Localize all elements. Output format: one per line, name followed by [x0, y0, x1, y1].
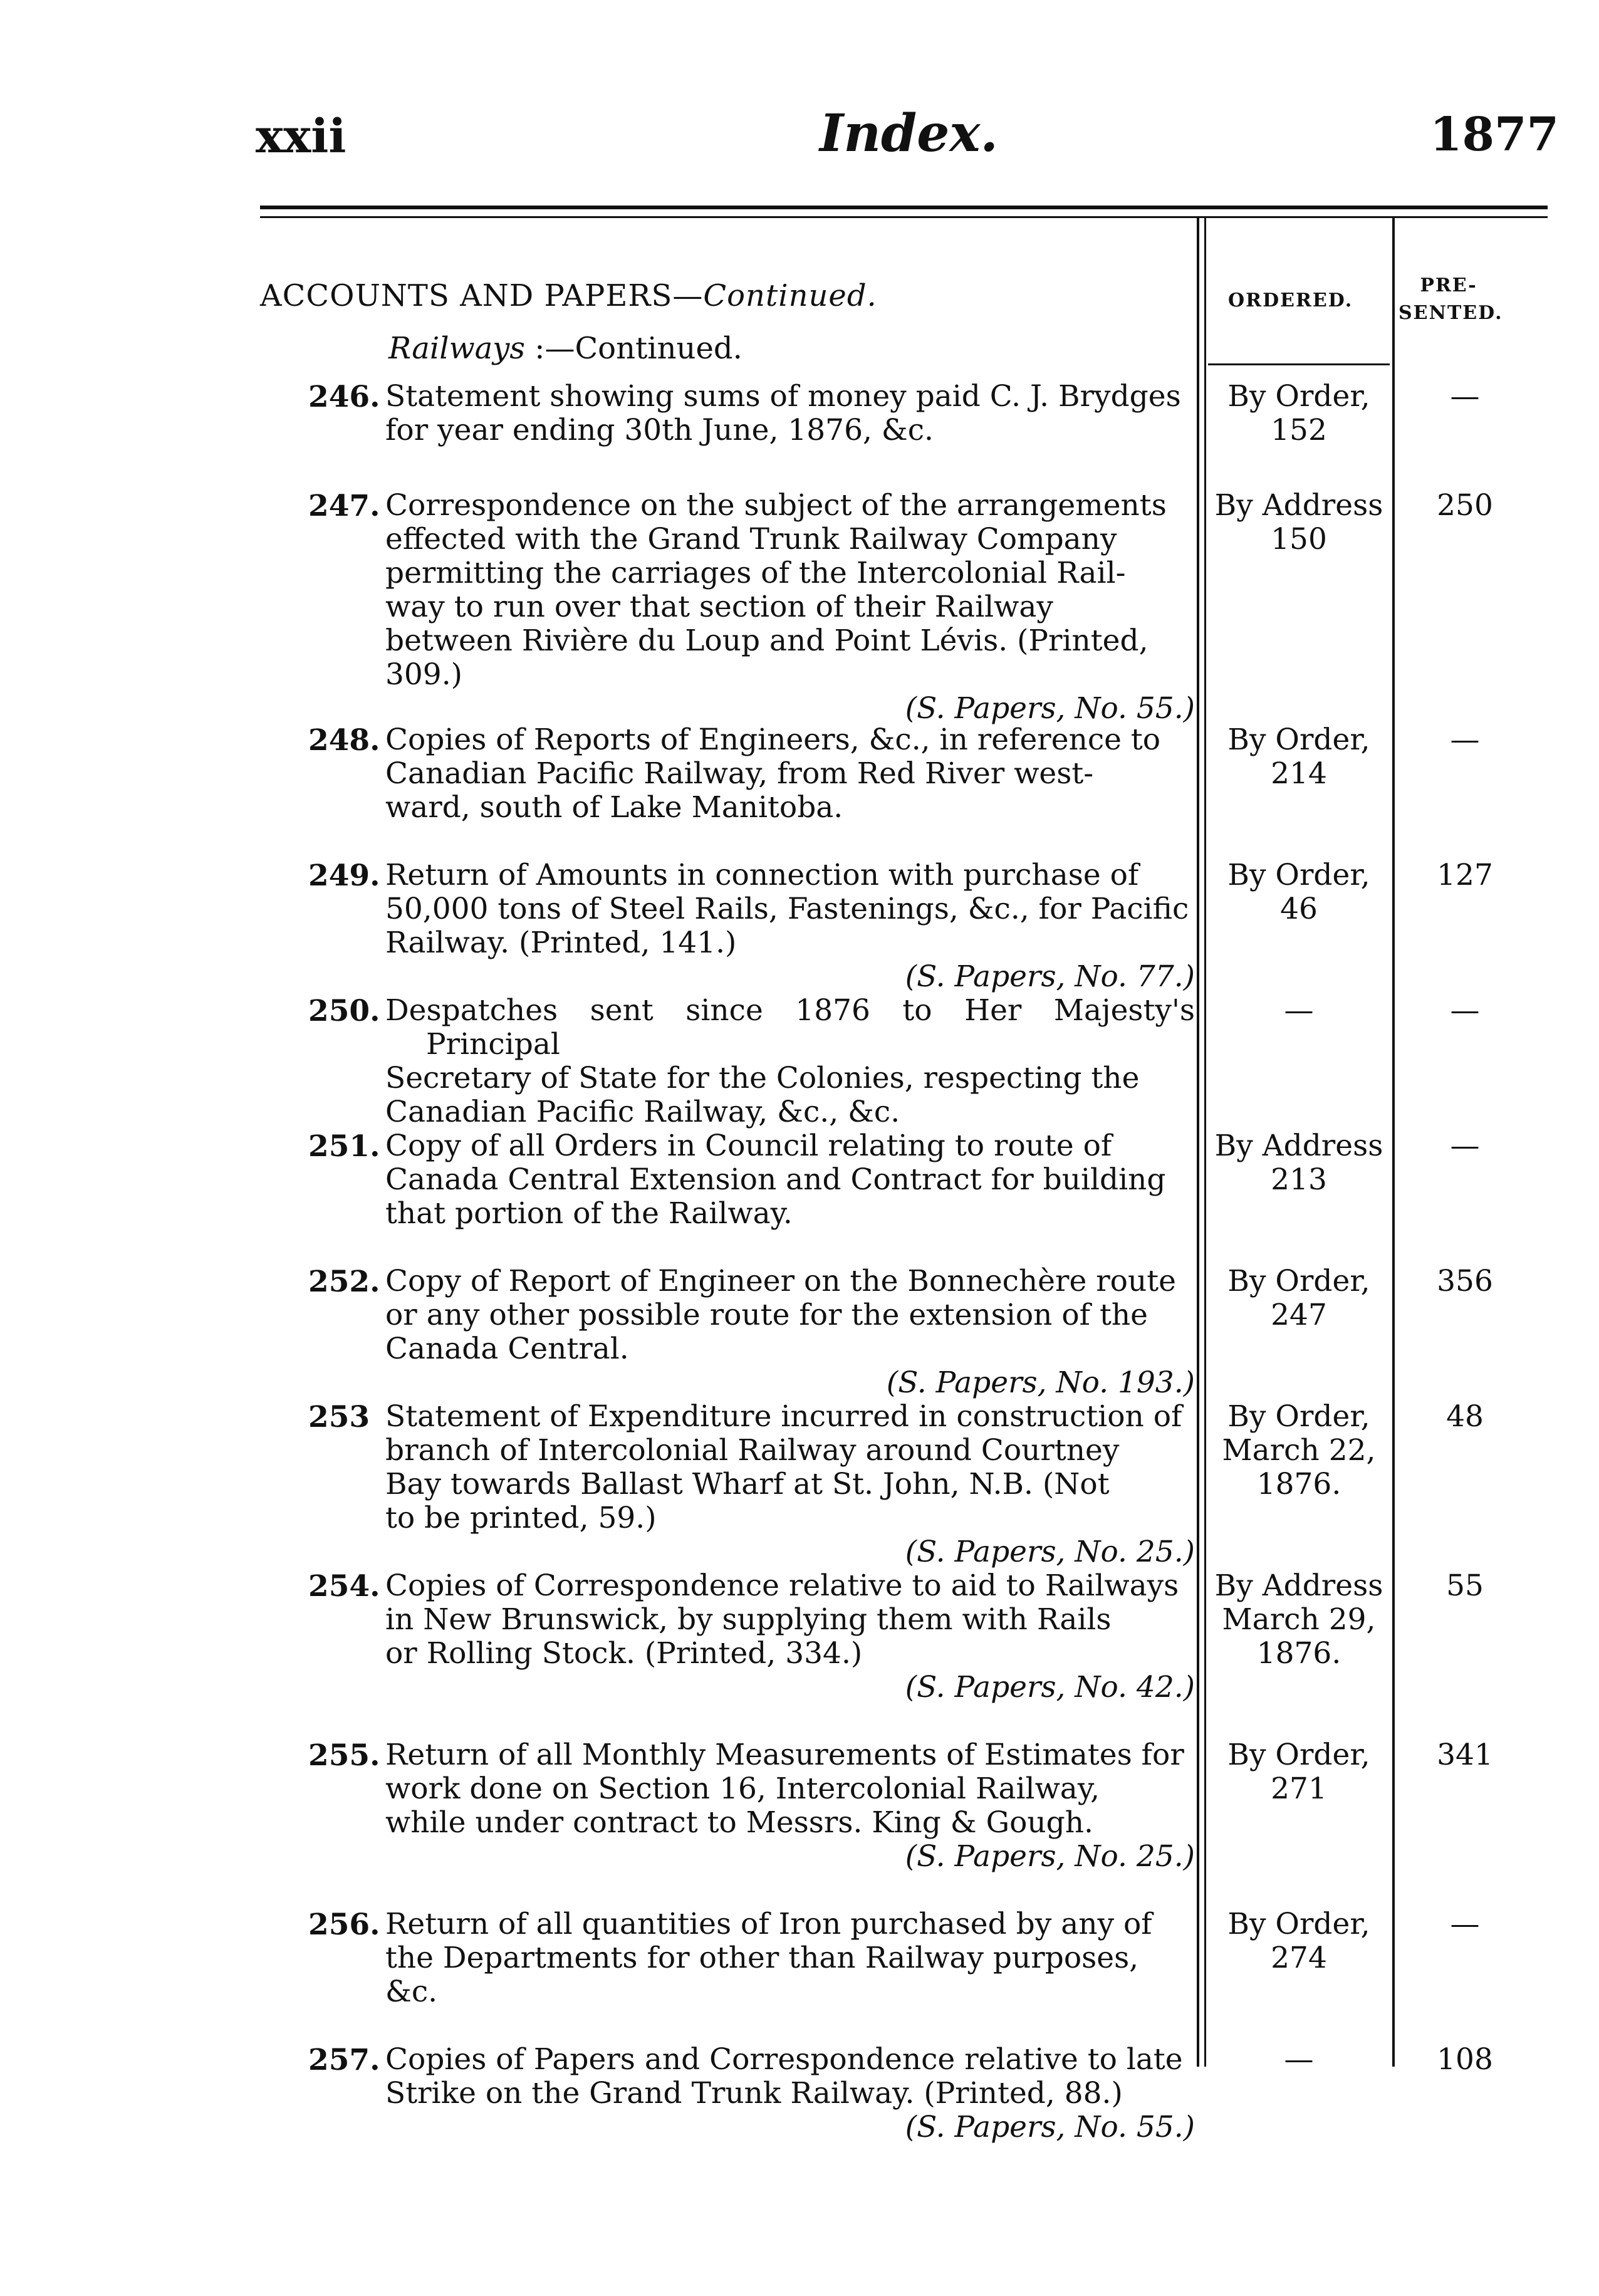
entry-text-line: effected with the Grand Trunk Railway Company — [385, 522, 1117, 556]
entry-text-line: Statement showing sums of money paid C. J. Brydges — [385, 379, 1181, 414]
entry-ordered-line: By Order, — [1227, 1907, 1370, 1941]
entry-text — [385, 1400, 1195, 1569]
entry-text-line: ward, south of Lake Manitoba. — [385, 790, 843, 825]
entry-text-line: the Departments for other than Railway purposes, — [385, 1941, 1139, 1975]
entry-ordered-line: By Address — [1214, 1129, 1383, 1163]
entry-number: 246. — [308, 380, 380, 414]
entry-text-line: Statement of Expenditure incurred in construction of — [385, 1399, 1182, 1434]
entry-sessional-paper-ref: (S. Papers, No. 25.) — [905, 1839, 1195, 1874]
entry-number: 254. — [308, 1569, 380, 1604]
entry-ordered-line: 46 — [1280, 892, 1318, 926]
entry-text-line: for year ending 30th June, 1876, &c. — [385, 413, 934, 447]
entry-ordered — [1208, 1738, 1390, 1806]
entry-text-line: while under contract to Messrs. King & Gough. — [385, 1805, 1093, 1840]
column-header-presented — [1398, 272, 1503, 327]
entry-text-line: 50,000 tons of Steel Rails, Fastenings, &c., for Pacific — [385, 892, 1189, 926]
entry-sessional-paper-ref: (S. Papers, No. 77.) — [905, 959, 1195, 994]
entry-ordered-line: By Order, — [1227, 379, 1370, 414]
entry-ordered-line: 1876. — [1256, 1636, 1341, 1671]
column-header-rule — [1208, 363, 1390, 365]
entry-text-line: Strike on the Grand Trunk Railway. (Printed, 88.) — [385, 2076, 1123, 2111]
entry-text — [385, 1129, 1195, 1231]
entry-text-line: way to run over that section of their Railway — [385, 590, 1053, 624]
entry-ordered — [1208, 1907, 1390, 1975]
entry-text-line: to be printed, 59.) — [385, 1501, 657, 1535]
entry-ordered-line: By Order, — [1227, 858, 1370, 892]
entry-presented: 356 — [1437, 1264, 1493, 1298]
entry-ordered-line: By Order, — [1227, 1264, 1370, 1298]
entry-text — [385, 1738, 1195, 1874]
entry-text-line: Secretary of State for the Colonies, respecting the — [385, 1061, 1140, 1095]
entry-text — [385, 723, 1195, 825]
entry-ordered-line: By Order, — [1227, 1399, 1370, 1434]
column-header-presented-line1: PRE- — [1420, 274, 1477, 296]
entry-ordered — [1208, 723, 1390, 791]
entry-text — [385, 2043, 1195, 2144]
entry-ordered — [1208, 1400, 1390, 1501]
entry-sessional-paper-ref: (S. Papers, No. 42.) — [905, 1670, 1195, 1704]
entry-text — [385, 380, 1195, 447]
entry-ordered-line: By Order, — [1227, 1738, 1370, 1772]
entry-text — [385, 489, 1195, 726]
entry-text-line: 309.) — [385, 657, 462, 692]
entry-presented: — — [1450, 723, 1480, 757]
entry-text-line: Return of all quantities of Iron purchased by any of — [385, 1907, 1152, 1941]
entry-presented: 127 — [1437, 858, 1493, 892]
entry-text-line: &c. — [385, 1975, 438, 2009]
entry-ordered-line: 274 — [1271, 1941, 1327, 1975]
entry-ordered-line: — — [1284, 993, 1314, 1028]
entry-number: 249. — [308, 858, 380, 893]
entry-text-line: or any other possible route for the extension of the — [385, 1298, 1148, 1332]
entry-presented: — — [1450, 1129, 1480, 1163]
entry-number: 248. — [308, 723, 380, 758]
entry-ordered-line: 271 — [1271, 1772, 1327, 1806]
column-divider-left-inner — [1204, 218, 1206, 2067]
entry-text — [385, 858, 1195, 994]
entry-ordered-line: 1876. — [1256, 1467, 1341, 1501]
entry-presented: 55 — [1446, 1568, 1484, 1603]
entry-ordered-line: 152 — [1271, 413, 1327, 447]
entry-text-line: Despatches sent since 1876 to Her Majesty's Principal — [385, 993, 1195, 1062]
year: 1877 — [1430, 108, 1559, 162]
entry-text-line: Canada Central. — [385, 1332, 629, 1366]
entry-ordered — [1208, 858, 1390, 926]
entry-text-line: Canada Central Extension and Contract for building — [385, 1162, 1166, 1197]
entry-ordered-line: March 22, — [1222, 1433, 1376, 1468]
entry-text-line: Correspondence on the subject of the arrangements — [385, 488, 1167, 523]
entry-ordered-line: 247 — [1271, 1298, 1327, 1332]
column-header-presented-line2: SENTED. — [1398, 302, 1503, 324]
entry-sessional-paper-ref: (S. Papers, No. 55.) — [905, 2110, 1195, 2144]
entry-text-line: Copies of Correspondence relative to aid to Railways — [385, 1568, 1179, 1603]
entry-text-line: in New Brunswick, by supplying them with Rails — [385, 1602, 1112, 1637]
entry-presented: — — [1450, 993, 1480, 1028]
entry-sessional-paper-ref: (S. Papers, No. 55.) — [905, 691, 1195, 726]
column-divider-right — [1392, 218, 1395, 2067]
page-number: xxii — [256, 110, 346, 164]
entry-presented: 108 — [1437, 2042, 1493, 2077]
entry-ordered — [1208, 380, 1390, 447]
entry-text-line: between Rivière du Loup and Point Lévis. (Printed, — [385, 624, 1148, 658]
entry-ordered-line: 150 — [1271, 522, 1327, 556]
entry-ordered — [1208, 1129, 1390, 1197]
entry-presented: — — [1450, 379, 1480, 414]
entry-text — [385, 1907, 1195, 2009]
entry-ordered-line: By Order, — [1227, 723, 1370, 757]
entry-presented: — — [1450, 1907, 1480, 1941]
section-heading — [260, 278, 877, 313]
entry-number: 251. — [308, 1129, 380, 1164]
entry-ordered-line: — — [1284, 2042, 1314, 2077]
header-rule — [260, 206, 1548, 209]
header-rule-thin — [260, 216, 1548, 218]
entry-text — [385, 994, 1195, 1129]
entry-presented: 48 — [1446, 1399, 1484, 1434]
entry-ordered-line: 214 — [1271, 756, 1327, 791]
entry-ordered — [1208, 489, 1390, 556]
entry-ordered — [1208, 2043, 1390, 2077]
entry-number: 255. — [308, 1738, 380, 1773]
entry-ordered-line: By Address — [1214, 1568, 1383, 1603]
entry-sessional-paper-ref: (S. Papers, No. 25.) — [905, 1535, 1195, 1569]
entry-sessional-paper-ref: (S. Papers, No. 193.) — [886, 1365, 1195, 1400]
entry-presented: 341 — [1437, 1738, 1493, 1772]
entry-ordered-line: By Address — [1214, 488, 1383, 523]
entry-number: 253 — [308, 1400, 370, 1434]
subsection-heading-text: Railways — [388, 331, 526, 366]
entry-text — [385, 1569, 1195, 1704]
subsection-heading-continued: :—Continued. — [525, 331, 742, 366]
entry-text-line: branch of Intercolonial Railway around Courtney — [385, 1433, 1120, 1468]
entry-text-line: or Rolling Stock. (Printed, 334.) — [385, 1636, 863, 1671]
entry-text-line: that portion of the Railway. — [385, 1196, 793, 1231]
entry-text-line: Bay towards Ballast Wharf at St. John, N.B. (Not — [385, 1467, 1110, 1501]
section-heading-text: ACCOUNTS AND PAPERS— — [260, 278, 704, 313]
entry-text-line: Return of all Monthly Measurements of Estimates for — [385, 1738, 1184, 1772]
entry-text-line: Copy of all Orders in Council relating to route of — [385, 1129, 1112, 1163]
entry-number: 252. — [308, 1265, 380, 1299]
entry-ordered — [1208, 1265, 1390, 1332]
entry-number: 247. — [308, 489, 380, 523]
entry-ordered-line: March 29, — [1222, 1602, 1376, 1637]
entry-ordered — [1208, 994, 1390, 1028]
entry-ordered-line: 213 — [1271, 1162, 1327, 1197]
entry-text-line: Copies of Papers and Correspondence relative to late — [385, 2042, 1183, 2077]
entry-text-line: Railway. (Printed, 141.) — [385, 926, 737, 960]
entry-text-line: work done on Section 16, Intercolonial Railway, — [385, 1772, 1100, 1806]
column-header-ordered: ORDERED. — [1228, 290, 1353, 311]
entry-text-line: Return of Amounts in connection with purchase of — [385, 858, 1139, 892]
entry-text-line: permitting the carriages of the Intercolonial Rail- — [385, 556, 1126, 590]
entry-number: 256. — [308, 1907, 380, 1942]
entry-text — [385, 1265, 1195, 1400]
entry-presented: 250 — [1437, 488, 1493, 523]
entry-text-line: Canadian Pacific Railway, &c., &c. — [385, 1095, 900, 1129]
subsection-heading — [388, 331, 742, 366]
running-title: Index. — [820, 103, 998, 164]
entry-ordered — [1208, 1569, 1390, 1671]
entry-text-line: Copies of Reports of Engineers, &c., in reference to — [385, 723, 1161, 757]
section-heading-continued: Continued. — [703, 278, 877, 313]
entry-text-line: Copy of Report of Engineer on the Bonnechère route — [385, 1264, 1176, 1298]
entry-number: 257. — [308, 2043, 380, 2077]
entry-number: 250. — [308, 994, 380, 1028]
entry-text-line: Canadian Pacific Railway, from Red River west- — [385, 756, 1094, 791]
column-divider-left — [1197, 218, 1199, 2067]
